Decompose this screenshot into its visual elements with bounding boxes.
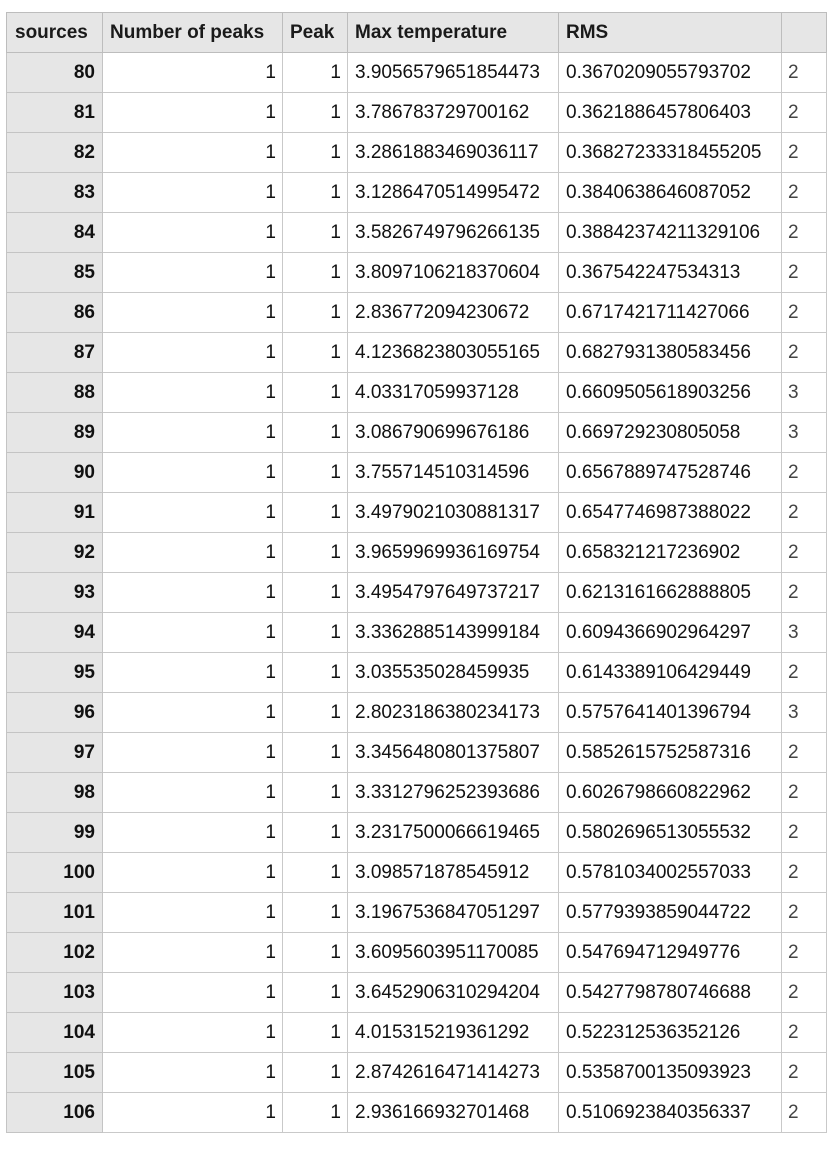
row-header-source[interactable]: 96 — [7, 693, 103, 733]
table-row — [7, 893, 827, 933]
row-header-source[interactable]: 86 — [7, 293, 103, 333]
cell-max-temperature[interactable]: 3.2317500066619465 — [348, 813, 559, 853]
cell-max-temperature[interactable]: 3.098571878545912 — [348, 853, 559, 893]
cell-rms[interactable]: 0.5358700135093923 — [559, 1053, 782, 1093]
table-header — [7, 13, 827, 53]
cell-number-of-peaks[interactable]: 1 — [103, 693, 283, 733]
data-table — [6, 12, 827, 1133]
row-header-source[interactable]: 104 — [7, 1013, 103, 1053]
table-row — [7, 93, 827, 133]
row-header-source[interactable]: 89 — [7, 413, 103, 453]
cell-peak[interactable]: 1 — [283, 173, 348, 213]
table-body — [7, 53, 827, 1133]
cell-number-of-peaks[interactable]: 1 — [103, 413, 283, 453]
cell-rms[interactable]: 0.6026798660822962 — [559, 773, 782, 813]
cell-peak[interactable]: 1 — [283, 413, 348, 453]
cell-rms[interactable]: 0.5779393859044722 — [559, 893, 782, 933]
row-header-source[interactable]: 87 — [7, 333, 103, 373]
column-header-peak[interactable]: Peak — [283, 13, 348, 53]
column-header-max-temperature[interactable]: Max temperature — [348, 13, 559, 53]
cell-next-column[interactable]: 2 — [782, 333, 827, 373]
cell-number-of-peaks[interactable]: 1 — [103, 1013, 283, 1053]
cell-rms[interactable]: 0.6717421711427066 — [559, 293, 782, 333]
table-row — [7, 533, 827, 573]
cell-rms[interactable]: 0.5781034002557033 — [559, 853, 782, 893]
cell-max-temperature[interactable]: 3.3456480801375807 — [348, 733, 559, 773]
column-header-sources[interactable]: sources — [7, 13, 103, 53]
row-header-source[interactable]: 101 — [7, 893, 103, 933]
cell-number-of-peaks[interactable]: 1 — [103, 133, 283, 173]
cell-number-of-peaks[interactable]: 1 — [103, 973, 283, 1013]
cell-next-column[interactable]: 3 — [782, 613, 827, 653]
cell-max-temperature[interactable]: 4.015315219361292 — [348, 1013, 559, 1053]
cell-number-of-peaks[interactable]: 1 — [103, 813, 283, 853]
cell-rms[interactable]: 0.6609505618903256 — [559, 373, 782, 413]
cell-max-temperature[interactable]: 2.8742616471414273 — [348, 1053, 559, 1093]
cell-peak[interactable]: 1 — [283, 653, 348, 693]
cell-number-of-peaks[interactable]: 1 — [103, 853, 283, 893]
cell-max-temperature[interactable]: 3.755714510314596 — [348, 453, 559, 493]
cell-next-column[interactable]: 2 — [782, 733, 827, 773]
cell-max-temperature[interactable]: 3.9659969936169754 — [348, 533, 559, 573]
cell-next-column[interactable]: 2 — [782, 133, 827, 173]
cell-number-of-peaks[interactable]: 1 — [103, 333, 283, 373]
table-row — [7, 813, 827, 853]
cell-peak[interactable]: 1 — [283, 373, 348, 413]
cell-number-of-peaks[interactable]: 1 — [103, 293, 283, 333]
table-row — [7, 853, 827, 893]
table-row — [7, 53, 827, 93]
cell-rms[interactable]: 0.38842374211329106 — [559, 213, 782, 253]
row-header-source[interactable]: 85 — [7, 253, 103, 293]
table-row — [7, 253, 827, 293]
cell-rms[interactable]: 0.367542247534313 — [559, 253, 782, 293]
cell-max-temperature[interactable]: 3.5826749796266135 — [348, 213, 559, 253]
row-header-source[interactable]: 105 — [7, 1053, 103, 1093]
row-header-source[interactable]: 82 — [7, 133, 103, 173]
row-header-source[interactable]: 91 — [7, 493, 103, 533]
cell-number-of-peaks[interactable]: 1 — [103, 493, 283, 533]
cell-max-temperature[interactable]: 3.1967536847051297 — [348, 893, 559, 933]
table-row — [7, 1013, 827, 1053]
cell-number-of-peaks[interactable]: 1 — [103, 53, 283, 93]
cell-next-column[interactable]: 2 — [782, 813, 827, 853]
row-header-source[interactable]: 93 — [7, 573, 103, 613]
cell-max-temperature[interactable]: 3.6095603951170085 — [348, 933, 559, 973]
cell-next-column[interactable]: 2 — [782, 293, 827, 333]
cell-rms[interactable]: 0.6827931380583456 — [559, 333, 782, 373]
cell-max-temperature[interactable]: 2.936166932701468 — [348, 1093, 559, 1133]
cell-peak[interactable]: 1 — [283, 533, 348, 573]
cell-next-column[interactable]: 2 — [782, 933, 827, 973]
table-row — [7, 773, 827, 813]
cell-number-of-peaks[interactable]: 1 — [103, 1093, 283, 1133]
cell-next-column[interactable]: 3 — [782, 373, 827, 413]
table-row — [7, 493, 827, 533]
cell-number-of-peaks[interactable]: 1 — [103, 773, 283, 813]
cell-number-of-peaks[interactable]: 1 — [103, 613, 283, 653]
cell-peak[interactable]: 1 — [283, 893, 348, 933]
row-header-source[interactable]: 97 — [7, 733, 103, 773]
cell-max-temperature[interactable]: 3.2861883469036117 — [348, 133, 559, 173]
cell-number-of-peaks[interactable]: 1 — [103, 733, 283, 773]
cell-number-of-peaks[interactable]: 1 — [103, 933, 283, 973]
cell-peak[interactable]: 1 — [283, 973, 348, 1013]
cell-peak[interactable]: 1 — [283, 213, 348, 253]
table-row — [7, 333, 827, 373]
cell-next-column[interactable]: 3 — [782, 693, 827, 733]
cell-peak[interactable]: 1 — [283, 613, 348, 653]
header-row — [7, 13, 827, 53]
cell-next-column[interactable]: 2 — [782, 173, 827, 213]
cell-peak[interactable]: 1 — [283, 933, 348, 973]
cell-next-column[interactable]: 2 — [782, 93, 827, 133]
table-row — [7, 1053, 827, 1093]
row-header-source[interactable]: 83 — [7, 173, 103, 213]
cell-max-temperature[interactable]: 3.086790699676186 — [348, 413, 559, 453]
cell-peak[interactable]: 1 — [283, 573, 348, 613]
top-margin — [0, 0, 794, 12]
cell-next-column[interactable]: 2 — [782, 773, 827, 813]
cell-peak[interactable]: 1 — [283, 493, 348, 533]
cell-peak[interactable]: 1 — [283, 853, 348, 893]
cell-max-temperature[interactable]: 3.6452906310294204 — [348, 973, 559, 1013]
cell-peak[interactable]: 1 — [283, 93, 348, 133]
cell-number-of-peaks[interactable]: 1 — [103, 93, 283, 133]
cell-max-temperature[interactable]: 3.3362885143999184 — [348, 613, 559, 653]
cell-next-column[interactable]: 2 — [782, 1013, 827, 1053]
cell-peak[interactable]: 1 — [283, 293, 348, 333]
cell-number-of-peaks[interactable]: 1 — [103, 173, 283, 213]
cell-peak[interactable]: 1 — [283, 813, 348, 853]
cell-max-temperature[interactable]: 3.8097106218370604 — [348, 253, 559, 293]
row-header-source[interactable]: 103 — [7, 973, 103, 1013]
cell-rms[interactable]: 0.5427798780746688 — [559, 973, 782, 1013]
cell-peak[interactable]: 1 — [283, 1093, 348, 1133]
cell-next-column[interactable]: 2 — [782, 253, 827, 293]
cell-number-of-peaks[interactable]: 1 — [103, 1053, 283, 1093]
table-row — [7, 373, 827, 413]
cell-rms[interactable]: 0.5757641401396794 — [559, 693, 782, 733]
cell-next-column[interactable]: 2 — [782, 213, 827, 253]
cell-rms[interactable]: 0.3621886457806403 — [559, 93, 782, 133]
cell-rms[interactable]: 0.6213161662888805 — [559, 573, 782, 613]
table-row — [7, 173, 827, 213]
cell-peak[interactable]: 1 — [283, 693, 348, 733]
table-row — [7, 1093, 827, 1133]
row-header-source[interactable]: 95 — [7, 653, 103, 693]
table-row — [7, 133, 827, 173]
table-row — [7, 213, 827, 253]
cell-peak[interactable]: 1 — [283, 133, 348, 173]
cell-next-column[interactable]: 2 — [782, 653, 827, 693]
row-header-source[interactable]: 98 — [7, 773, 103, 813]
cell-rms[interactable]: 0.6547746987388022 — [559, 493, 782, 533]
cell-rms[interactable]: 0.5106923840356337 — [559, 1093, 782, 1133]
cell-rms[interactable]: 0.669729230805058 — [559, 413, 782, 453]
cell-next-column[interactable]: 2 — [782, 573, 827, 613]
cell-number-of-peaks[interactable]: 1 — [103, 533, 283, 573]
cell-max-temperature[interactable]: 3.4979021030881317 — [348, 493, 559, 533]
cell-rms[interactable]: 0.522312536352126 — [559, 1013, 782, 1053]
column-header-next[interactable] — [782, 13, 827, 53]
cell-number-of-peaks[interactable]: 1 — [103, 893, 283, 933]
cell-peak[interactable]: 1 — [283, 733, 348, 773]
cell-peak[interactable]: 1 — [283, 53, 348, 93]
row-header-source[interactable]: 102 — [7, 933, 103, 973]
row-header-source[interactable]: 94 — [7, 613, 103, 653]
row-header-source[interactable]: 80 — [7, 53, 103, 93]
cell-next-column[interactable]: 2 — [782, 533, 827, 573]
table-row — [7, 973, 827, 1013]
cell-rms[interactable]: 0.3670209055793702 — [559, 53, 782, 93]
cell-rms[interactable]: 0.3840638646087052 — [559, 173, 782, 213]
column-header-rms[interactable]: RMS — [559, 13, 782, 53]
cell-max-temperature[interactable]: 4.1236823803055165 — [348, 333, 559, 373]
cell-number-of-peaks[interactable]: 1 — [103, 253, 283, 293]
row-header-source[interactable]: 81 — [7, 93, 103, 133]
cell-next-column[interactable]: 2 — [782, 893, 827, 933]
cell-next-column[interactable]: 2 — [782, 493, 827, 533]
cell-peak[interactable]: 1 — [283, 1053, 348, 1093]
cell-peak[interactable]: 1 — [283, 333, 348, 373]
cell-number-of-peaks[interactable]: 1 — [103, 573, 283, 613]
cell-max-temperature[interactable]: 3.1286470514995472 — [348, 173, 559, 213]
row-header-source[interactable]: 90 — [7, 453, 103, 493]
row-header-source[interactable]: 100 — [7, 853, 103, 893]
table-row — [7, 733, 827, 773]
cell-rms[interactable]: 0.6094366902964297 — [559, 613, 782, 653]
cell-max-temperature[interactable]: 3.035535028459935 — [348, 653, 559, 693]
table-row — [7, 693, 827, 733]
cell-number-of-peaks[interactable]: 1 — [103, 653, 283, 693]
cell-next-column[interactable]: 2 — [782, 973, 827, 1013]
cell-rms[interactable]: 0.6143389106429449 — [559, 653, 782, 693]
cell-next-column[interactable]: 2 — [782, 1093, 827, 1133]
cell-max-temperature[interactable]: 3.3312796252393686 — [348, 773, 559, 813]
row-header-source[interactable]: 99 — [7, 813, 103, 853]
table-row — [7, 453, 827, 493]
cell-max-temperature[interactable]: 2.836772094230672 — [348, 293, 559, 333]
cell-max-temperature[interactable]: 3.9056579651854473 — [348, 53, 559, 93]
cell-next-column[interactable]: 2 — [782, 453, 827, 493]
cell-rms[interactable]: 0.658321217236902 — [559, 533, 782, 573]
row-header-source[interactable]: 88 — [7, 373, 103, 413]
cell-next-column[interactable]: 2 — [782, 1053, 827, 1093]
cell-rms[interactable]: 0.36827233318455205 — [559, 133, 782, 173]
cell-number-of-peaks[interactable]: 1 — [103, 453, 283, 493]
table-row — [7, 653, 827, 693]
table-row — [7, 933, 827, 973]
cell-number-of-peaks[interactable]: 1 — [103, 213, 283, 253]
cell-peak[interactable]: 1 — [283, 253, 348, 293]
table-row — [7, 293, 827, 333]
cell-next-column[interactable]: 2 — [782, 53, 827, 93]
table-row — [7, 413, 827, 453]
cell-max-temperature[interactable]: 2.8023186380234173 — [348, 693, 559, 733]
cell-rms[interactable]: 0.5852615752587316 — [559, 733, 782, 773]
cell-max-temperature[interactable]: 4.03317059937128 — [348, 373, 559, 413]
cell-peak[interactable]: 1 — [283, 773, 348, 813]
cell-number-of-peaks[interactable]: 1 — [103, 373, 283, 413]
cell-next-column[interactable]: 3 — [782, 413, 827, 453]
cell-peak[interactable]: 1 — [283, 453, 348, 493]
cell-rms[interactable]: 0.6567889747528746 — [559, 453, 782, 493]
table-row — [7, 613, 827, 653]
row-header-source[interactable]: 92 — [7, 533, 103, 573]
cell-peak[interactable]: 1 — [283, 1013, 348, 1053]
cell-max-temperature[interactable]: 3.4954797649737217 — [348, 573, 559, 613]
row-header-source[interactable]: 106 — [7, 1093, 103, 1133]
table-row — [7, 573, 827, 613]
column-header-number-of-peaks[interactable]: Number of peaks — [103, 13, 283, 53]
cell-rms[interactable]: 0.547694712949776 — [559, 933, 782, 973]
row-header-source[interactable]: 84 — [7, 213, 103, 253]
cell-max-temperature[interactable]: 3.786783729700162 — [348, 93, 559, 133]
cell-next-column[interactable]: 2 — [782, 853, 827, 893]
cell-rms[interactable]: 0.5802696513055532 — [559, 813, 782, 853]
